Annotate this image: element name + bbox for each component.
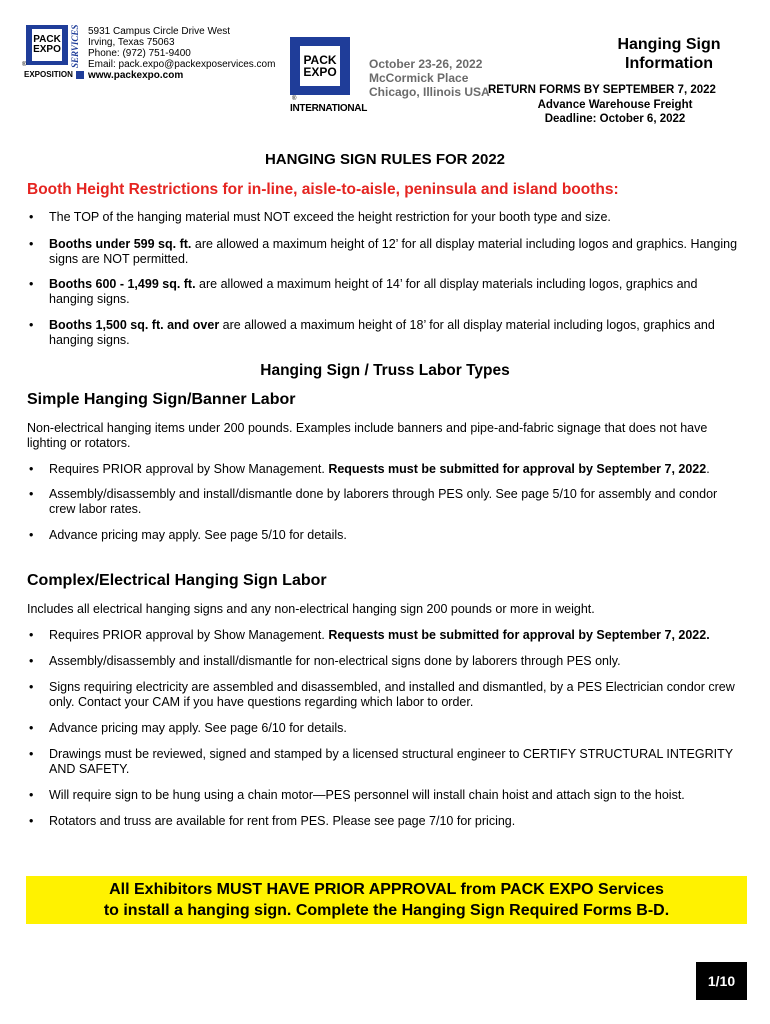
advance-freight-deadline — [490, 98, 740, 126]
item-text: Advance pricing may apply. See page 6/10 for details. — [49, 721, 347, 735]
item-text: are allowed a maximum height of 18’ for all display material including logos, graphics and hanging signs. — [49, 318, 715, 347]
item-text: Will require sign to be hung using a chain motor—PES personnel will install chain hoist and attach sign to the hoist. — [49, 788, 685, 802]
pes-logo-box — [26, 25, 68, 65]
item-text: Rotators and truss are available for rent from PES. Please see page 7/10 for pricing. — [49, 814, 516, 828]
address-city: Irving, Texas 75063 — [88, 37, 175, 48]
pei-logo-international: INTERNATIONAL — [290, 103, 368, 114]
booth-restrictions-heading: Booth Height Restrictions for in-line, aisle-to-aisle, peninsula and island booths: — [27, 181, 619, 198]
event-venue: McCormick Place — [369, 71, 469, 85]
list-item: • Advance pricing may apply. See page 5/10 for details. — [29, 528, 347, 542]
item-bold: Requests must be submitted for approval by September 7, 2022. — [328, 628, 710, 642]
address-email[interactable]: Email: pack.expo@packexposervices.com — [88, 59, 276, 70]
item-text: are allowed a maximum height of 14’ for all display materials including logos, graphics and hanging signs. — [49, 277, 698, 306]
page-number: 1/10 — [696, 962, 747, 1000]
pei-logo-line2: EXPO — [303, 65, 337, 79]
address-web[interactable]: www.packexpo.com — [88, 70, 184, 81]
list-item: • The TOP of the hanging material must NOT exceed the height restriction for your booth type and size. — [29, 210, 611, 224]
item-bold: Requests must be submitted for approval by September 7, 2022 — [328, 462, 707, 476]
title-line1: Hanging Sign — [617, 36, 721, 53]
event-city: Chicago, Illinois USA — [369, 85, 490, 99]
item-text: Requires PRIOR approval by Show Management. — [49, 628, 329, 642]
pack-expo-international-logo — [290, 37, 370, 119]
list-item: • Assembly/disassembly and install/dismantle done by laborers through PES only. See page 5/10 for assembly and condor crew labor rates. — [29, 487, 718, 516]
company-address — [88, 26, 275, 81]
list-item: • Will require sign to be hung using a chain motor—PES personnel will install chain hoist and attach sign to the hoist. — [29, 788, 685, 802]
pei-logo-line1: PACK — [303, 53, 337, 67]
pes-logo-line2: EXPO — [33, 44, 61, 55]
advance-line1: Advance Warehouse Freight — [537, 99, 693, 111]
address-phone: Phone: (972) 751-9400 — [88, 48, 191, 59]
item-text: Advance pricing may apply. See page 5/10 for details. — [49, 528, 347, 542]
main-heading: HANGING SIGN RULES FOR 2022 — [264, 151, 506, 168]
pei-logo-reg: ® — [292, 96, 297, 102]
simple-labor-heading: Simple Hanging Sign/Banner Labor — [27, 391, 296, 408]
item-text: Drawings must be reviewed, signed and stamped by a licensed structural engineer to CERTIFY STRUCTURAL INTEGRITY AND SAFETY. — [49, 747, 733, 776]
list-item: • Booths under 599 sq. ft. are allowed a maximum height of 12’ for all display material including logos and graphics. Hanging signs are NOT permitted. — [29, 237, 738, 266]
advance-line2: Deadline: October 6, 2022 — [544, 113, 686, 125]
item-bold: Booths under 599 sq. ft. — [49, 237, 192, 251]
item-text: Assembly/disassembly and install/dismantle for non-electrical signs done by laborers through PES only. — [49, 654, 621, 668]
pes-logo — [24, 22, 80, 86]
list-item: • Booths 600 - 1,499 sq. ft. are allowed a maximum height of 14’ for all display materials including logos, graphics and hanging signs. — [29, 277, 698, 306]
banner-line1: All Exhibitors MUST HAVE PRIOR APPROVAL from PACK EXPO Services — [109, 881, 664, 898]
item-text: Requires PRIOR approval by Show Management. — [49, 462, 329, 476]
item-text: Assembly/disassembly and install/dismantle done by laborers through PES only. See page 5/10 for assembly and condor crew labor rates. — [49, 487, 718, 516]
pei-logo-box — [290, 37, 350, 95]
complex-labor-intro: Includes all electrical hanging signs and any non-electrical hanging sign 200 pounds or more in weight. — [27, 602, 595, 616]
item-bold: Booths 1,500 sq. ft. and over — [49, 318, 220, 332]
labor-types-heading: Hanging Sign / Truss Labor Types — [260, 362, 510, 379]
return-forms-deadline: RETURN FORMS BY SEPTEMBER 7, 2022 — [488, 84, 716, 96]
list-item: • Rotators and truss are available for rent from PES. Please see page 7/10 for pricing. — [29, 814, 516, 828]
approval-banner — [26, 876, 747, 924]
list-item: • Signs requiring electricity are assembled and disassembled, and installed and dismantled, by a PES Electrician condor crew only. Contact your CAM if you have questions regarding which labor to order. — [29, 680, 735, 709]
list-item: • Requires PRIOR approval by Show Management. Requests must be submitted for approval by September 7, 2022. — [29, 628, 710, 642]
pes-logo-reg: ® — [22, 62, 27, 68]
address-street: 5931 Campus Circle Drive West — [88, 26, 231, 37]
event-dates: October 23-26, 2022 — [369, 57, 483, 71]
pes-logo-services: SERVICES — [70, 24, 80, 68]
item-end: . — [706, 462, 710, 476]
simple-labor-list — [27, 462, 743, 543]
title-line2: Information — [625, 55, 713, 72]
complex-labor-heading: Complex/Electrical Hanging Sign Labor — [27, 572, 327, 589]
list-item: • Booths 1,500 sq. ft. and over are allowed a maximum height of 18’ for all display material including logos, graphics and hanging signs. — [29, 318, 715, 347]
booth-restrictions-list — [27, 210, 743, 348]
event-info — [369, 57, 490, 99]
simple-labor-intro: Non-electrical hanging items under 200 pounds. Examples include banners and pipe-and-fabric signage that does not have lighting or rotators. — [27, 421, 708, 450]
list-item: • Assembly/disassembly and install/dismantle for non-electrical signs done by laborers through PES only. — [29, 654, 621, 668]
item-bold: Booths 600 - 1,499 sq. ft. — [49, 277, 196, 291]
document-title — [592, 35, 746, 73]
item-text: The TOP of the hanging material must NOT exceed the height restriction for your booth type and size. — [49, 210, 611, 224]
list-item: • Advance pricing may apply. See page 6/10 for details. — [29, 721, 347, 735]
pes-logo-line1: PACK — [33, 34, 61, 45]
item-text: Signs requiring electricity are assembled and disassembled, and installed and dismantled, by a PES Electrician condor crew only. Contact your CAM if you have questions regarding which labor to order. — [49, 680, 735, 709]
pes-logo-square — [76, 71, 84, 79]
item-text: are allowed a maximum height of 12’ for all display material including logos and graphics. Hanging signs are NOT permitted. — [49, 237, 738, 266]
complex-labor-list — [27, 628, 743, 829]
list-item: • Drawings must be reviewed, signed and stamped by a licensed structural engineer to CERTIFY STRUCTURAL INTEGRITY AND SAFETY. — [29, 747, 733, 776]
banner-line2: to install a hanging sign. Complete the Hanging Sign Required Forms B-D. — [103, 902, 670, 919]
pes-logo-exposition: EXPOSITION — [24, 70, 73, 79]
list-item: • Requires PRIOR approval by Show Management. Requests must be submitted for approval by September 7, 2022. — [29, 462, 710, 476]
